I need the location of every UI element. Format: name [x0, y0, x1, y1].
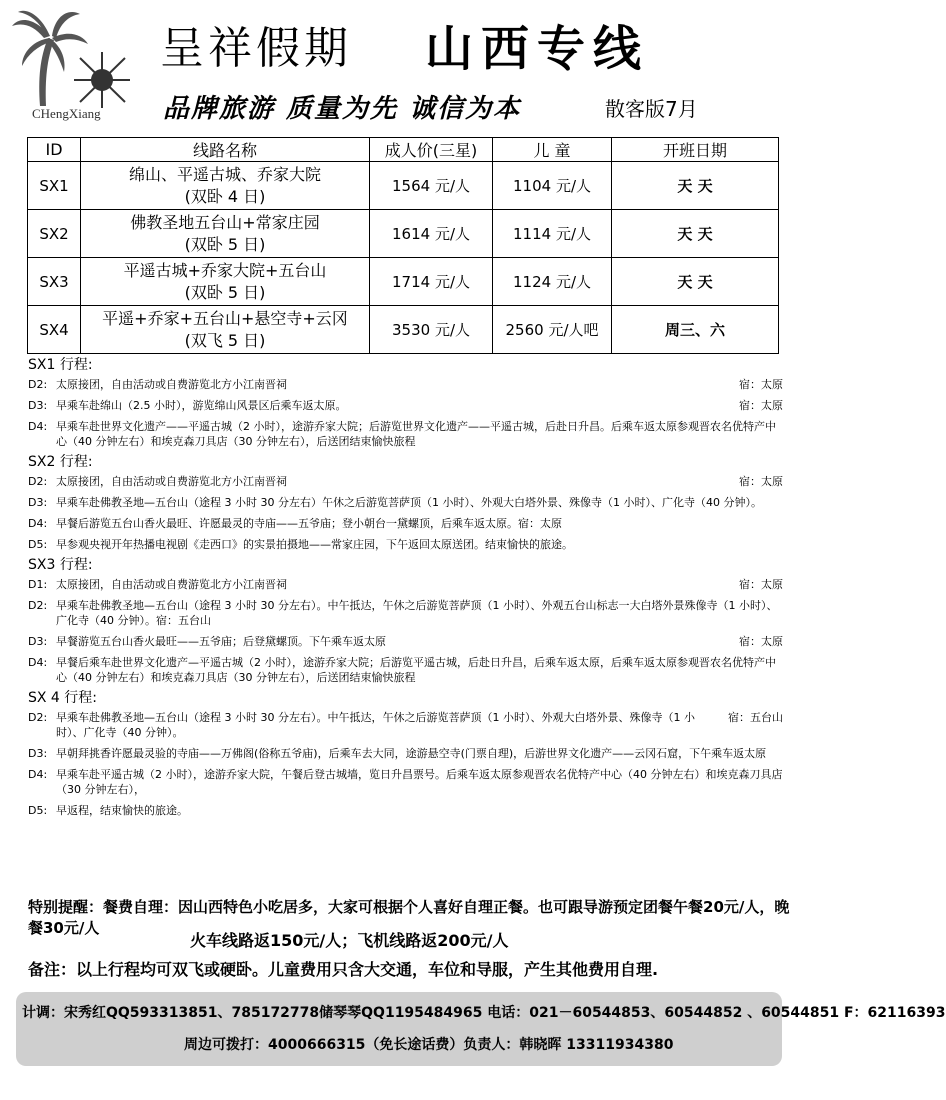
- route-id: SX2: [28, 210, 81, 258]
- itinerary-heading-sx2: SX2 行程:: [28, 454, 93, 470]
- day-label: D2:: [28, 599, 48, 612]
- route-id: SX3: [28, 258, 81, 306]
- child-price: 2560 元/人吧: [493, 306, 612, 354]
- route-name: [81, 258, 370, 306]
- route-table: [27, 137, 779, 354]
- itinerary-heading-sx4: SX 4 行程:: [28, 690, 98, 706]
- route-name-line2: (双卧 5 日): [184, 234, 266, 254]
- itinerary-day: [28, 577, 783, 592]
- child-price: 1114 元/人: [493, 210, 612, 258]
- logo-text: CHengXiang: [32, 106, 101, 121]
- day-stay: 宿：太原: [739, 378, 783, 391]
- itinerary-day: [28, 377, 783, 392]
- table-header-row: [28, 138, 779, 162]
- itinerary-day: [28, 474, 783, 489]
- day-text: 早朝拜挑香许愿最灵验的寺庙——万佛阁(俗称五爷庙)，后乘车去大同，途游悬空寺(门票自理)，后游世界文化遗产——云冈石窟，下午乘车返太原: [56, 747, 767, 760]
- header-child-price: 儿 童: [493, 138, 612, 162]
- table-row: [28, 210, 779, 258]
- day-text: 早乘车赴世界文化遗产——平遥古城（2 小时），途游乔家大院；后游览世界文化遗产——平遥古城，后赴日升昌。后乘车返太原参观晋农名优特产中心（40 分钟左右）和埃克森刀具店（30 分钟左右），后送团结束愉快旅程: [56, 420, 776, 448]
- day-text: 早返程，结束愉快的旅途。: [56, 804, 188, 817]
- route-name-line2: (双卧 5 日): [184, 282, 266, 302]
- day-label: D4:: [28, 420, 48, 433]
- agency-title: 呈祥假期: [160, 23, 352, 74]
- slogan: 品牌旅游 质量为先 诚信为本: [163, 94, 522, 124]
- itinerary-day: [28, 537, 783, 552]
- day-text: 太原接团，自由活动或自费游览北方小江南晋祠: [56, 378, 287, 391]
- day-label: D3:: [28, 496, 48, 509]
- day-label: D3:: [28, 635, 48, 648]
- departure-days: 天 天: [612, 162, 779, 210]
- day-text: 早参观央视开年热播电视剧《走西口》的实景拍摄地——常家庄园，下午返回太原送团。结束愉快的旅途。: [56, 538, 573, 551]
- route-name-line1: 佛教圣地五台山+常家庄园: [130, 212, 320, 232]
- route-name-line2: (双卧 4 日): [184, 186, 266, 206]
- itinerary-day: [28, 767, 783, 797]
- route-name-line1: 绵山、平遥古城、乔家大院: [128, 164, 321, 184]
- itinerary-day: [28, 398, 783, 413]
- itinerary-heading-sx3: SX3 行程:: [28, 557, 93, 573]
- day-label: D4:: [28, 656, 48, 669]
- departure-days: 天 天: [612, 258, 779, 306]
- day-text: 早餐后乘车赴世界文化遗产—平遥古城（2 小时），途游乔家大院；后游览平遥古城，后赴日升昌，后乘车返太原，后乘车返太原参观晋农名优特产中心（40 分钟左右）和埃克森刀具店（30 分钟左右），后送团结束愉快旅程: [56, 656, 776, 684]
- day-stay: 宿：太原: [739, 399, 783, 412]
- route-name: [81, 210, 370, 258]
- itinerary-day: [28, 598, 783, 628]
- day-text: 早乘车赴佛教圣地—五台山（途程 3 小时 30 分左右）。中午抵达，午休之后游览菩萨顶（1 小时）、外观大白塔外景、殊像寺（1 小时）、广化寺（40 分钟）。: [56, 711, 695, 739]
- table-row: [28, 162, 779, 210]
- day-label: D3:: [28, 747, 48, 760]
- day-text: 早乘车赴平遥古城（2 小时），途游乔家大院，午餐后登古城墙，览日升昌票号。后乘车返太原参观晋农名优特产中心（40 分钟左右）和埃克森刀具店（30 分钟左右），: [56, 768, 783, 796]
- header-adult-price: 成人价(三星): [370, 138, 493, 162]
- day-stay: 宿：太原: [739, 578, 783, 591]
- day-label: D3:: [28, 399, 48, 412]
- route-name-line2: (双飞 5 日): [184, 330, 266, 350]
- line-title: 山西专线: [425, 21, 650, 77]
- child-price: 1104 元/人: [493, 162, 612, 210]
- edition-label: 散客版7月: [605, 97, 698, 121]
- day-label: D2:: [28, 711, 48, 724]
- adult-price: 1614 元/人: [370, 210, 493, 258]
- day-text: 太原接团，自由活动或自费游览北方小江南晋祠: [56, 475, 287, 488]
- adult-price: 1564 元/人: [370, 162, 493, 210]
- itinerary-day: [28, 419, 783, 449]
- itinerary-day: [28, 516, 783, 531]
- contact-line-2: 周边可拨打：4000666315（免长途话费）负责人：韩晓晖 13311934380: [184, 1037, 674, 1053]
- day-stay: 宿：太原: [739, 475, 783, 488]
- day-stay: 宿：五台山: [728, 711, 783, 724]
- transport-refund-note: 火车线路返150元/人；飞机线路返200元/人: [190, 931, 509, 950]
- route-name-line1: 平遥古城+乔家大院+五台山: [123, 260, 327, 280]
- itinerary-day: [28, 655, 783, 685]
- departure-days: 天 天: [612, 210, 779, 258]
- day-label: D2:: [28, 378, 48, 391]
- table-row: [28, 258, 779, 306]
- itinerary-section: [28, 356, 783, 824]
- child-price: 1124 元/人: [493, 258, 612, 306]
- contact-line-1: 计调：宋秀红QQ593313851、785172778储琴琴QQ1195484965 电话：021－60544853、60544852 、60544851 F：62116393: [22, 1005, 946, 1021]
- day-text: 早餐后游览五台山香火最旺、许愿最灵的寺庙——五爷庙；登小朝台一黛螺顶，后乘车返太原。宿：太原: [56, 517, 562, 530]
- palm-tree-sun-icon: [10, 8, 135, 108]
- route-name: [81, 162, 370, 210]
- day-label: D4:: [28, 768, 48, 781]
- header-route-name: 线路名称: [81, 138, 370, 162]
- itinerary-heading-sx1: SX1 行程:: [28, 357, 93, 373]
- day-stay: 宿：太原: [739, 635, 783, 648]
- day-label: D4:: [28, 517, 48, 530]
- day-text: 太原接团，自由活动或自费游览北方小江南晋祠: [56, 578, 287, 591]
- day-text: 早乘车赴佛教圣地—五台山（途程 3 小时 30 分左右）。中午抵达，午休之后游览菩萨顶（1 小时）、外观五台山标志一大白塔外景殊像寺（1 小时）、广化寺（40 分钟）。宿：五台山: [56, 599, 778, 627]
- day-label: D5:: [28, 538, 48, 551]
- itinerary-day: [28, 803, 783, 818]
- contact-footer: [16, 992, 946, 1066]
- header-departure-days: 开班日期: [612, 138, 779, 162]
- table-row: [28, 306, 779, 354]
- remark-note: 备注：以上行程均可双飞或硬卧。儿童费用只含大交通，车位和导服，产生其他费用自理.: [28, 960, 659, 979]
- adult-price: 1714 元/人: [370, 258, 493, 306]
- company-logo: [10, 8, 135, 123]
- day-label: D2:: [28, 475, 48, 488]
- route-id: SX4: [28, 306, 81, 354]
- day-text: 早乘车赴佛教圣地—五台山（途程 3 小时 30 分左右）午休之后游览菩萨顶（1 小时）、外观大白塔外景、殊像寺（1 小时）、广化寺（40 分钟）。: [56, 496, 762, 509]
- itinerary-day: [28, 495, 783, 510]
- itinerary-day: [28, 746, 783, 761]
- day-label: D5:: [28, 804, 48, 817]
- day-text: 早餐游览五台山香火最旺——五爷庙；后登黛螺顶。下午乘车返太原: [56, 635, 386, 648]
- day-text: 早乘车赴绵山（2.5 小时），游览绵山风景区后乘车返太原。: [56, 399, 347, 412]
- special-reminder: 特别提醒：餐费自理：因山西特色小吃居多，大家可根据个人喜好自理正餐。也可跟导游预定团餐午餐20元/人，晚餐30元/人: [28, 898, 790, 937]
- day-label: D1:: [28, 578, 48, 591]
- adult-price: 3530 元/人: [370, 306, 493, 354]
- route-name-line1: 平遥+乔家+五台山+悬空寺+云冈: [102, 308, 348, 328]
- itinerary-day: [28, 710, 783, 740]
- itinerary-day: [28, 634, 783, 649]
- departure-days: 周三、六: [612, 306, 779, 354]
- header-id: ID: [28, 138, 81, 162]
- route-name: [81, 306, 370, 354]
- route-id: SX1: [28, 162, 81, 210]
